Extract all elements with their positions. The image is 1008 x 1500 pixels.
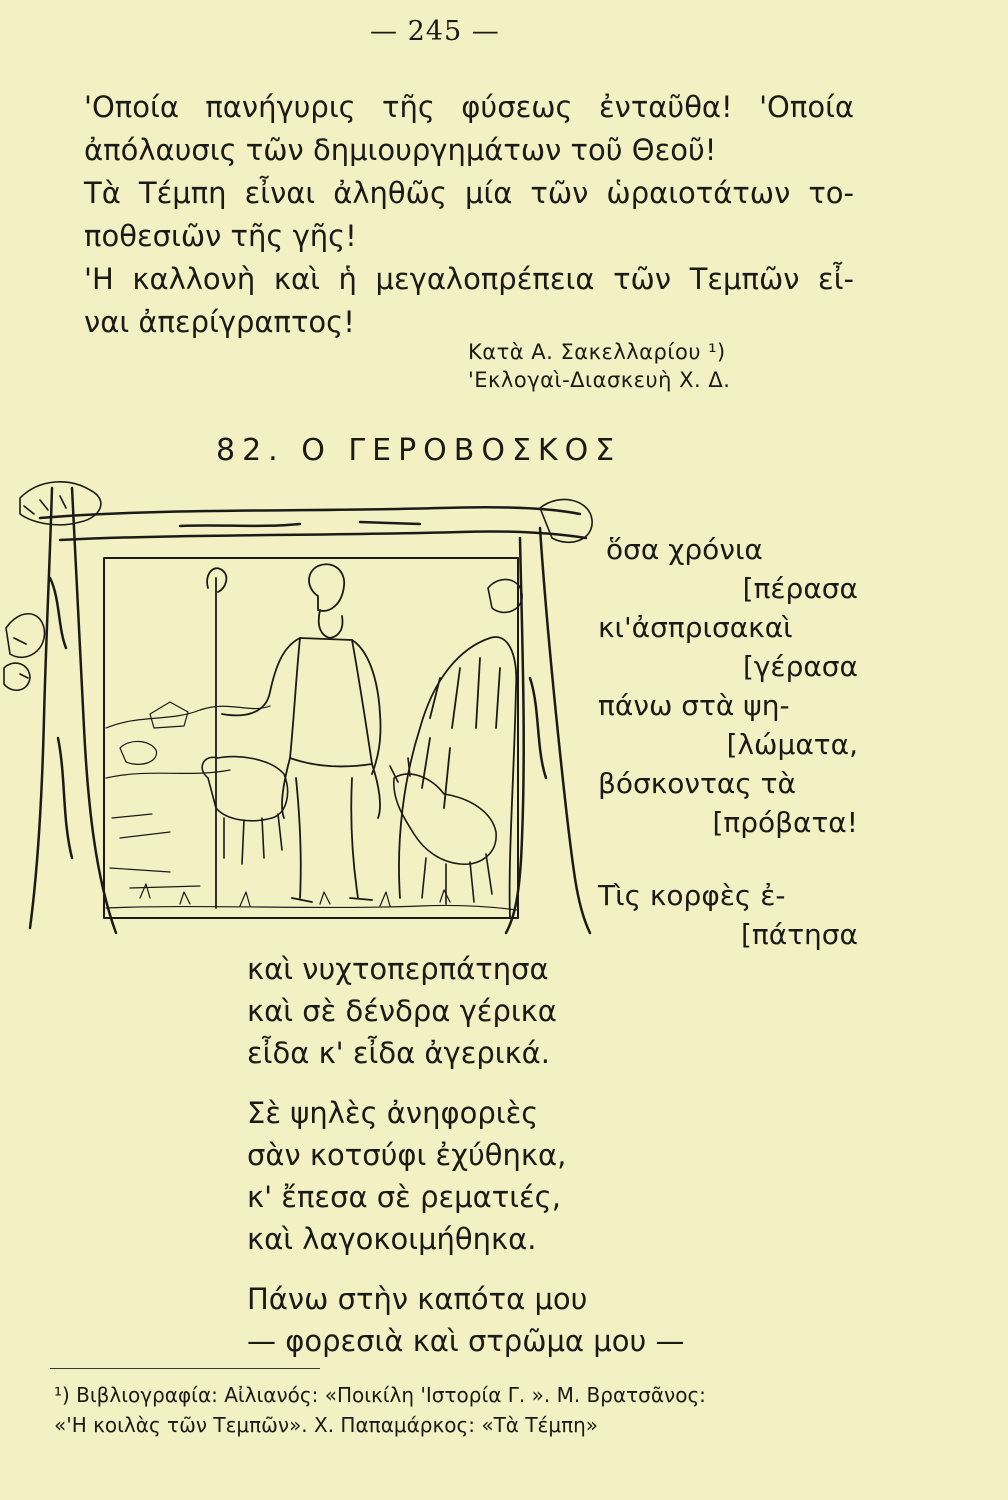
verse-line: [πρόβατα! <box>712 806 858 839</box>
ground-grass <box>106 884 518 910</box>
footnote-divider <box>50 1368 320 1369</box>
intro-line: ποθεσιῶν τῆς γῆς! <box>84 219 357 253</box>
rock-outcrop <box>399 637 516 918</box>
shepherd-figure <box>207 564 380 908</box>
intro-line: Τὰ Τέμπη εἶναι ἀληθῶς μία τῶν ὡραιοτάτων το- <box>84 176 854 210</box>
verse-line: [πέρασα <box>742 572 858 605</box>
poem <box>247 948 684 1362</box>
shepherd-illustration <box>0 478 600 938</box>
attribution-editor: 'Εκλογαὶ-Διασκευὴ Χ. Δ. <box>468 368 731 392</box>
verse-line: κ' ἔπεσα σὲ ρεματιές, <box>247 1180 561 1214</box>
footnote-line: «'Η κοιλὰς τῶν Τεμπῶν». Χ. Παπαμάρκος: «Τὰ Τέμπη» <box>54 1413 599 1437</box>
footnote-line: ¹) Βιβλιογραφία: Αἰλιανός: «Ποικίλη 'Ιστορία Γ. ». Μ. Βρατσᾶνος: <box>54 1383 706 1407</box>
attribution-author: Κατὰ Α. Σακελλαρίου ¹) <box>468 340 726 364</box>
verse-line: καὶ νυχτοπερπάτησα <box>247 952 549 986</box>
chapter-title: 82. Ο ΓΕΡΟΒΟΣΚΟΣ <box>216 433 622 468</box>
intro-line: 'Η καλλονὴ καὶ ἡ μεγαλοπρέπεια τῶν Τεμπῶν εἶ- <box>84 262 854 296</box>
verse-line: κι'ἀσπρισακαὶ <box>598 611 793 644</box>
page-number: — 245 — <box>370 16 500 47</box>
verse-line: πάνω στὰ ψη- <box>598 689 790 722</box>
verse-line: βόσκοντας τὰ <box>598 767 796 800</box>
right-foliage <box>488 499 592 612</box>
footnote <box>54 1380 854 1440</box>
intro-line: ναι ἀπερίγραπτος! <box>84 305 355 339</box>
background-hills <box>106 702 270 888</box>
verse-line: Τὶς κορφὲς ἐ- <box>598 879 786 912</box>
top-beam <box>40 507 586 540</box>
verse-line: καὶ σὲ δένδρα γέρικα <box>247 994 557 1028</box>
verse-line: εἶδα κ' εἶδα ἀγερικά. <box>247 1036 551 1070</box>
goat-right <box>390 758 496 904</box>
verse-line: [γέρασα <box>742 650 858 683</box>
verse-line: καὶ λαγοκοιμήθηκα. <box>247 1222 537 1256</box>
verse-line: Πάνω στὴν καπότα μου <box>247 1282 588 1316</box>
side-verse <box>598 530 858 954</box>
intro-paragraph <box>84 86 854 344</box>
verse-line: [πάτησα <box>740 918 858 951</box>
attribution <box>468 338 730 394</box>
verse-line: ὅσα χρόνια <box>606 533 763 566</box>
intro-line: ἀπόλαυσις τῶν δημιουργημάτων τοῦ Θεοῦ! <box>84 133 717 167</box>
intro-line: 'Οποία πανήγυρις τῆς φύσεως ἐνταῦθα! 'Οποία <box>84 90 854 124</box>
verse-line: [λώματα, <box>726 728 858 761</box>
verse-line: Σὲ ψηλὲς ἀνηφοριὲς <box>247 1096 539 1130</box>
verse-line: — φορεσιὰ καὶ στρῶμα μου — <box>247 1324 685 1358</box>
verse-line: σὰν κοτσύφι ἐχύθηκα, <box>247 1138 567 1172</box>
